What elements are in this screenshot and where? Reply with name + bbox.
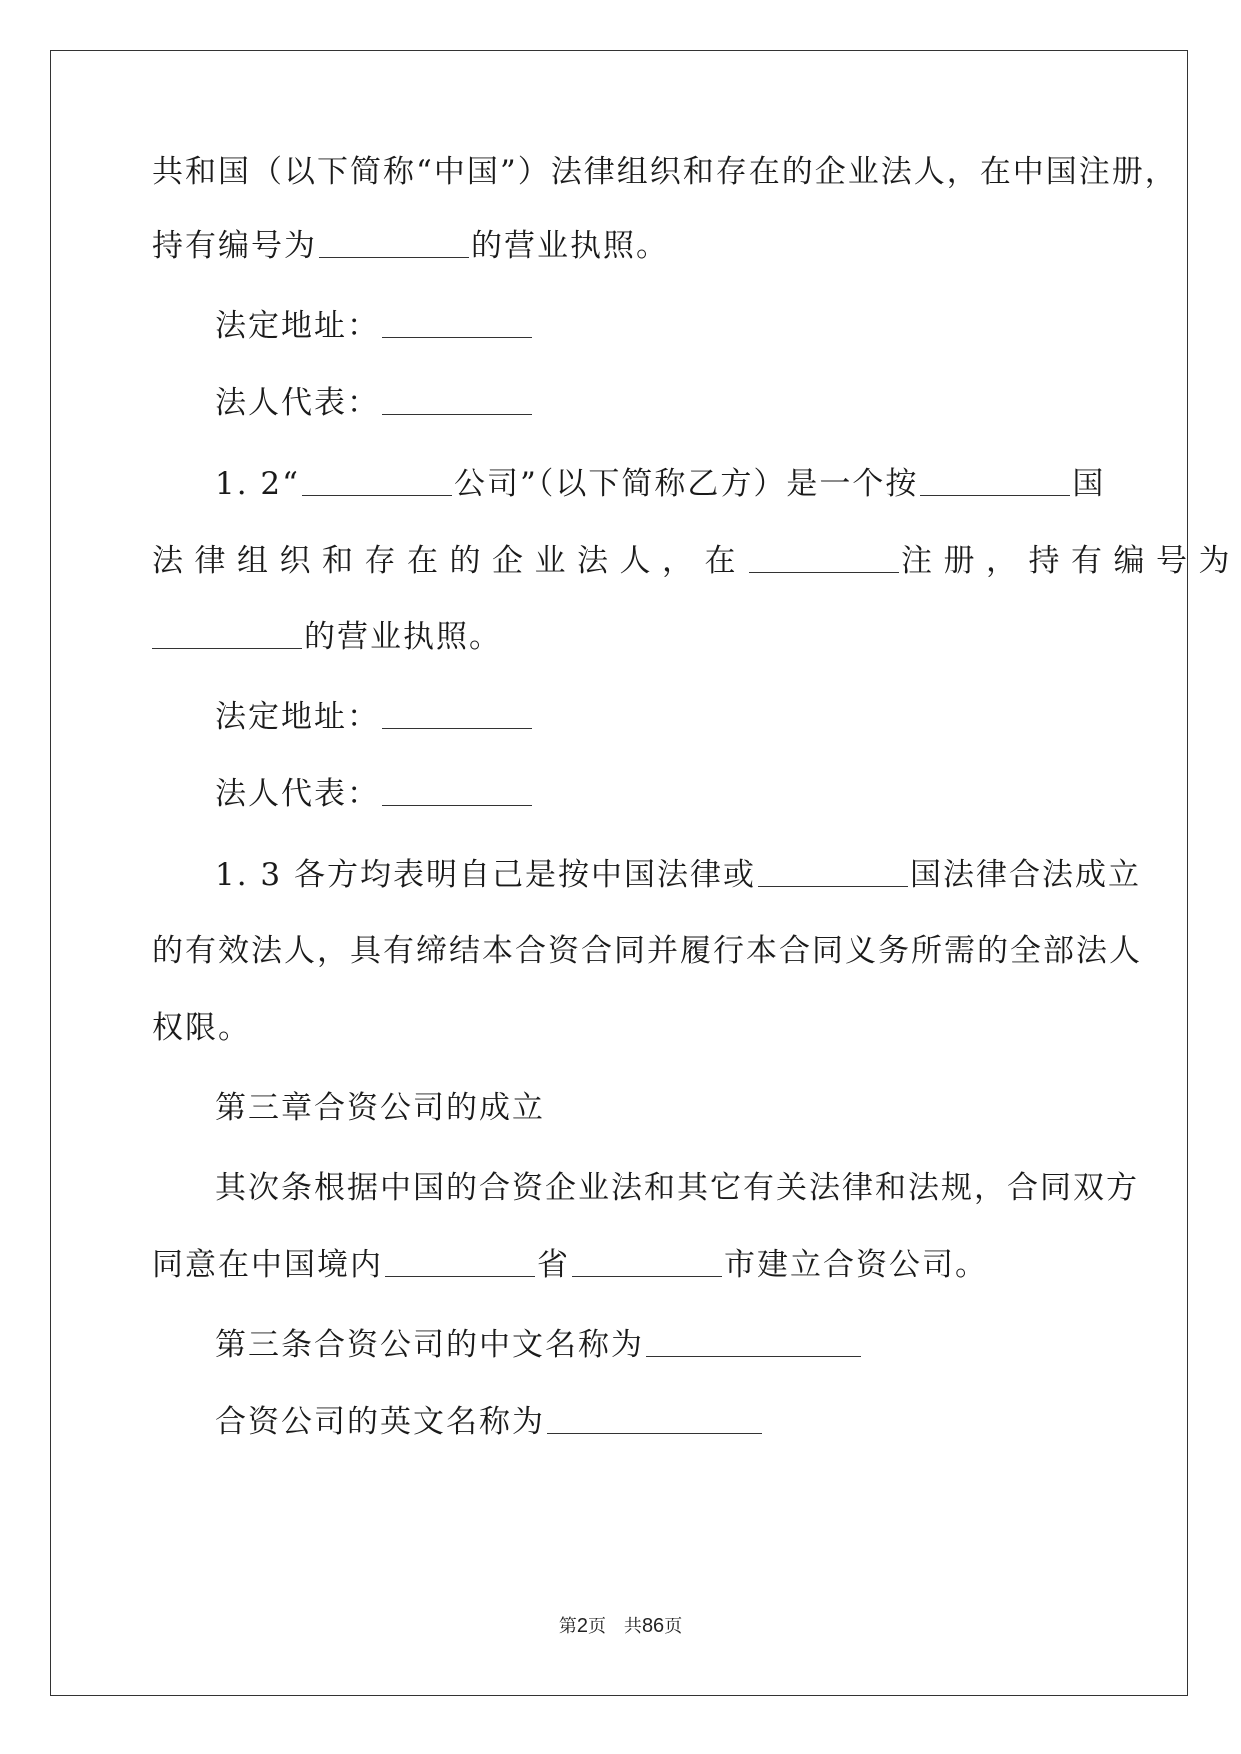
- paragraph-line: [152, 226, 1092, 266]
- blank-field: [572, 1248, 722, 1277]
- footer-text: 页: [664, 1616, 683, 1637]
- text-run: 法律组织和存在的企业法人，在: [152, 543, 747, 579]
- text-run: 其次条根据中国的合资企业法和其它有关法律和法规，合同双方: [215, 1170, 1139, 1206]
- blank-field: [547, 1405, 762, 1434]
- text-run: 注册，持有编号为: [901, 543, 1241, 579]
- field-label: 合资公司的英文名称为: [215, 1404, 545, 1440]
- blank-field: [382, 700, 532, 729]
- field-label: 法人代表：: [215, 385, 380, 421]
- field-label: 法人代表：: [215, 776, 380, 812]
- blank-field: [920, 467, 1070, 496]
- blank-field: [646, 1328, 861, 1357]
- paragraph-line: [152, 1008, 1092, 1048]
- blank-field: [382, 386, 532, 415]
- blank-field: [152, 620, 302, 649]
- blank-field: [382, 309, 532, 338]
- field-line: [215, 1325, 1155, 1365]
- paragraph-line: [152, 152, 1178, 192]
- blank-field: [382, 777, 532, 806]
- field-label: 法定地址：: [215, 699, 380, 735]
- text-run: 共和国（以下简称“中国”）法律组织和存在的企业法人，在中国注册，: [152, 154, 1178, 190]
- paragraph-line: [152, 541, 1241, 581]
- paragraph-line: [215, 1168, 1155, 1208]
- blank-field: [319, 229, 469, 258]
- blank-field: [749, 544, 899, 573]
- text-run: 的营业执照。: [304, 619, 502, 655]
- text-run: 省: [537, 1247, 570, 1283]
- text-run: 国法律合法成立: [910, 857, 1142, 893]
- text-run: 的有效法人，具有缔结本合资合同并履行本合同义务所需的全部法人: [152, 933, 1142, 969]
- text-run: 市建立合资公司。: [724, 1247, 988, 1283]
- blank-field: [385, 1248, 535, 1277]
- footer-text: 第: [558, 1616, 577, 1637]
- paragraph-line: [152, 931, 1142, 971]
- text-run: 1. 2“: [215, 466, 301, 502]
- page-number: 2: [576, 1615, 588, 1637]
- text-run: 第三章合资公司的成立: [215, 1090, 545, 1126]
- text-run: 权限。: [152, 1010, 251, 1046]
- text-run: 持有编号为: [152, 228, 317, 264]
- chapter-title: [215, 1088, 1155, 1128]
- paragraph-line: [215, 855, 1155, 895]
- paragraph-line: [215, 464, 1155, 504]
- field-line: [215, 697, 1155, 737]
- field-line: [215, 306, 1155, 346]
- field-line: [215, 774, 1155, 814]
- text-run: 国: [1072, 466, 1106, 502]
- page-footer: [0, 1612, 1241, 1638]
- blank-field: [758, 858, 908, 887]
- paragraph-line: [152, 1245, 1092, 1285]
- footer-text: 页 共: [587, 1616, 642, 1637]
- field-label: 第三条合资公司的中文名称为: [215, 1327, 644, 1363]
- text-run: 1. 3 各方均表明自己是按中国法律或: [215, 857, 757, 893]
- text-run: 公司”（以下简称乙方）是一个按: [454, 466, 919, 502]
- paragraph-line: [152, 617, 1092, 657]
- field-label: 法定地址：: [215, 308, 380, 344]
- field-line: [215, 1402, 1155, 1442]
- field-line: [215, 383, 1155, 423]
- page-total: 86: [641, 1615, 665, 1637]
- text-run: 同意在中国境内: [152, 1247, 383, 1283]
- text-run: 的营业执照。: [471, 228, 669, 264]
- blank-field: [302, 467, 452, 496]
